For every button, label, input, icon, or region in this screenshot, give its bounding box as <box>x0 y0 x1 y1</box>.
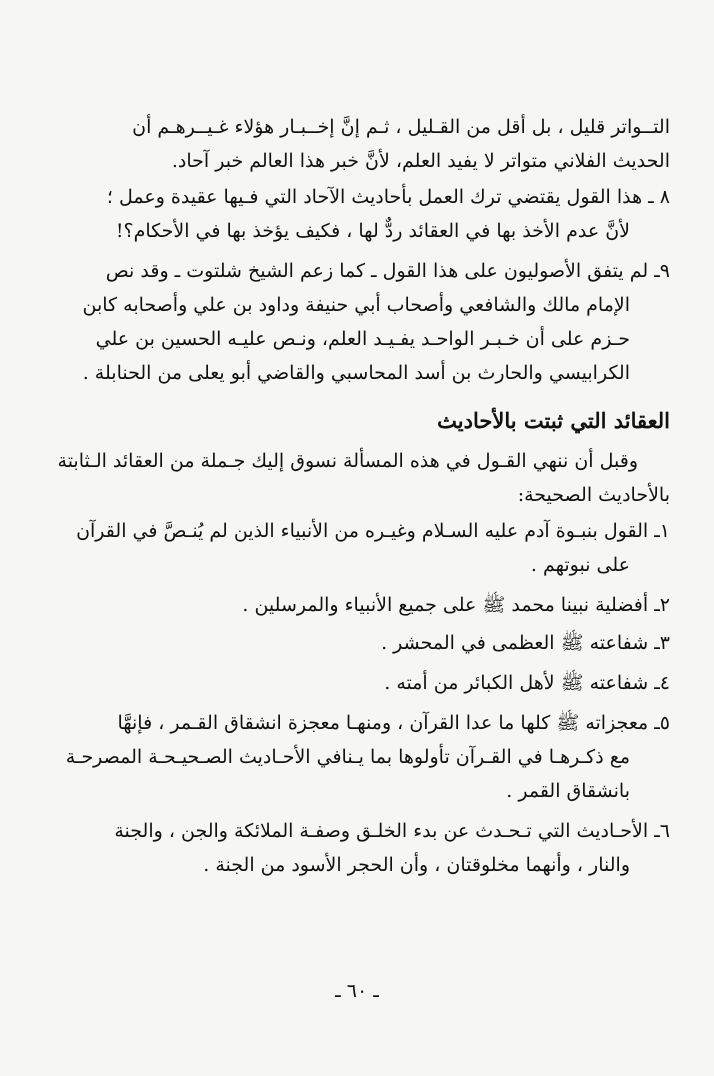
text-line: حـزم على أن خـبـر الواحـد يفـيـد العلم، ونـص عليـه الحسين بن علي <box>95 328 630 350</box>
list-item-4 <box>48 666 670 700</box>
section-intro <box>48 444 670 512</box>
section-heading: العقائد التي ثبتت بالأحاديث <box>437 408 670 433</box>
list-item-1 <box>48 514 670 582</box>
text-line: ٥ـ معجزاته ﷺ كلها ما عدا القرآن ، ومنهـا معجزة انشقاق القـمر ، فإنهَّا <box>117 712 670 734</box>
text-line: ٢ـ أفضلية نبينا محمد ﷺ على جميع الأنبياء والمرسلين . <box>242 594 670 616</box>
text-line: الكرابيسي والحارث بن أسد المحاسبي والقاضي أبو يعلى من الحنابلة . <box>82 362 630 384</box>
list-item-8 <box>48 180 670 248</box>
paragraph-intro <box>48 110 670 178</box>
text-line: التــواتر قليل ، بل أقل من القـليل ، ثـم إنَّ إخــبـار هؤلاء غـيــرهـم أن <box>132 116 670 138</box>
text-line: بالأحاديث الصحيحة: <box>517 484 670 506</box>
text-line: ٨ ـ هذا القول يقتضي ترك العمل بأحاديث الآحاد التي فـيها عقيدة وعمل ؛ <box>106 186 670 208</box>
list-item-2 <box>48 588 670 622</box>
list-item-5 <box>48 706 670 808</box>
text-line: ١ـ القول بنبـوة آدم عليه السـلام وغيـره من الأنبياء الذين لم يُنـصَّ في القرآن <box>76 520 670 542</box>
text-line: وقبل أن ننهي القـول في هذه المسألة نسوق إليك جـملة من العقائد الـثابتة <box>57 450 638 472</box>
text-line: ٩ـ لم يتفق الأصوليون على هذا القول ـ كما زعم الشيخ شلتوت ـ وقد نص <box>105 260 670 282</box>
list-item-3 <box>48 626 670 660</box>
text-line: ٣ـ شفاعته ﷺ العظمى في المحشر . <box>381 632 670 654</box>
text-line: مع ذكـرهـا في القـرآن تأولوها بما يـنافي الأحـاديث الصـحيـحـة المصرحـة <box>65 746 630 768</box>
page-number: ـ ٦٠ ـ <box>335 980 379 1002</box>
text-line: الحديث الفلاني متواتر لا يفيد العلم، لأنَّ خبر هذا العالم خبر آحاد. <box>171 150 670 172</box>
text-line: على نبوتهم . <box>530 554 630 576</box>
list-item-9 <box>48 254 670 390</box>
list-item-6 <box>48 814 670 882</box>
text-line: الإمام مالك والشافعي وأصحاب أبي حنيفة وداود بن علي وأصحابه كابن <box>82 294 630 316</box>
text-line: ٦ـ الأحـاديث التي تـحـدث عن بدء الخلـق وصفـة الملائكة والجن ، والجنة <box>114 820 670 842</box>
text-line: لأنَّ عدم الأخذ بها في العقائد ردٌّ لها ، فكيف يؤخذ بها في الأحكام؟! <box>115 220 630 242</box>
text-line: والنار ، وأنهما مخلوقتان ، وأن الحجر الأسود من الجنة . <box>203 854 630 876</box>
text-line: بانشقاق القمر . <box>506 780 630 802</box>
text-line: ٤ـ شفاعته ﷺ لأهل الكبائر من أمته . <box>384 672 670 694</box>
